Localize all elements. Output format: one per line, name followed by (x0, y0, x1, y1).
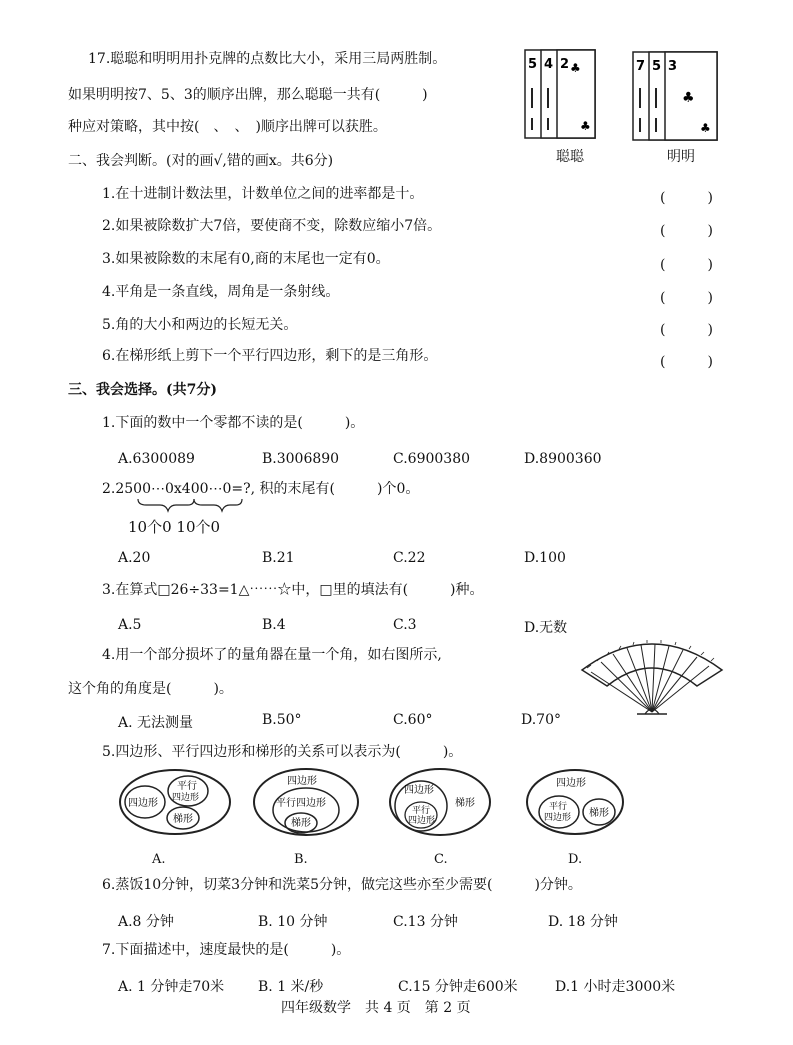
card-right-1: 7 (636, 59, 646, 74)
section3-title: 三、我会选择。(共7分) (68, 382, 217, 398)
q6-option-a[interactable]: A.8 分钟 (118, 914, 174, 930)
judge-answer-5[interactable]: ( ) (660, 322, 713, 338)
svg-text:♣: ♣ (570, 61, 581, 75)
q17-line3: 种应对策略，其中按( 、 、 )顺序出牌可以获胜。 (68, 119, 387, 135)
q6-option-d[interactable]: D. 18 分钟 (548, 914, 618, 930)
q3-option-a[interactable]: A.5 (118, 617, 142, 633)
choice-q6-text: 6.蒸饭10分钟，切菜3分钟和洗菜5分钟，做完这些亦至少需要( )分钟。 (102, 877, 582, 893)
q6-option-b[interactable]: B. 10 分钟 (258, 914, 328, 930)
q3-option-b[interactable]: B.4 (262, 617, 286, 633)
q2-option-b[interactable]: B.21 (262, 550, 295, 566)
card-right-2: 5 (652, 59, 662, 74)
judge-item-4: 4.平角是一条直线，周角是一条射线。 (102, 284, 340, 300)
q7-option-d[interactable]: D.1 小时走3000米 (555, 979, 676, 995)
q7-option-b[interactable]: B. 1 米/秒 (258, 979, 324, 995)
diagram-d-trap: 梯形 (589, 808, 609, 819)
judge-item-6: 6.在梯形纸上剪下一个平行四边形，剩下的是三角形。 (102, 348, 438, 364)
diagram-d (527, 770, 623, 834)
q2-brace-note: 10个0 10个0 (128, 518, 221, 536)
diagram-c-para2: 四边形 (408, 816, 436, 826)
q4-option-b[interactable]: B.50° (262, 712, 302, 728)
q2-option-d[interactable]: D.100 (524, 550, 566, 566)
diagram-c (390, 769, 490, 835)
underbrace-figure (136, 497, 246, 515)
choice-q2-text: 2.2500⋯0x400⋯0=?, 积的末尾有( )个0。 (102, 481, 420, 497)
q5-option-b[interactable]: B. (294, 852, 308, 867)
diagram-a-para1: 平行 (177, 781, 197, 792)
label-congcong: 聪聪 (556, 149, 584, 165)
judge-item-1: 1.在十进制计数法里，计数单位之间的进率都是十。 (102, 186, 424, 202)
choice-q3-text: 3.在算式□26÷33=1△⋯⋯☆中，□里的填法有( )种。 (102, 582, 484, 598)
diagram-a (120, 770, 230, 834)
diagram-b (254, 769, 358, 835)
diagram-c-para1: 平行 (412, 806, 431, 816)
diagram-b-quad: 四边形 (287, 776, 317, 787)
svg-text:♣: ♣ (700, 121, 711, 135)
judge-answer-6[interactable]: ( ) (660, 354, 713, 370)
q17-line2: 如果明明按7、5、3的顺序出牌，那么聪聪一共有( ) (68, 87, 428, 103)
card-left-1: 5 (528, 57, 538, 72)
diagram-d-para1: 平行 (549, 802, 568, 812)
diagram-d-para2: 四边形 (544, 813, 572, 823)
q5-option-a[interactable]: A. (152, 852, 166, 867)
set-diagrams (115, 768, 655, 840)
playing-cards-figure (520, 48, 730, 148)
q4-option-a[interactable]: A. 无法测量 (118, 715, 194, 731)
q17-line1: 17.聪聪和明明用扑克牌的点数比大小，采用三局两胜制。 (88, 51, 447, 67)
choice-q1-text: 1.下面的数中一个零都不读的是( )。 (102, 415, 365, 431)
q1-option-d[interactable]: D.8900360 (524, 451, 602, 467)
svg-text:♣: ♣ (580, 119, 591, 133)
q3-option-d[interactable]: D.无数 (524, 620, 568, 636)
diagram-c-quad: 四边形 (404, 785, 434, 796)
diagram-a-para2: 四边形 (172, 793, 200, 803)
judge-answer-1[interactable]: ( ) (660, 190, 713, 206)
diagram-d-quad: 四边形 (556, 778, 586, 789)
choice-q4-line1: 4.用一个部分损坏了的量角器在量一个角，如右图所示, (102, 647, 442, 663)
q1-option-b[interactable]: B.3006890 (262, 451, 340, 467)
q7-option-a[interactable]: A. 1 分钟走70米 (118, 979, 225, 995)
judge-item-5: 5.角的大小和两边的长短无关。 (102, 317, 298, 333)
q2-option-c[interactable]: C.22 (393, 550, 426, 566)
card-left-3: 2 (560, 57, 570, 72)
q1-option-c[interactable]: C.6900380 (393, 451, 471, 467)
svg-text:♣: ♣ (682, 90, 695, 106)
diagram-b-para: 平行四边形 (276, 798, 326, 809)
q1-option-a[interactable]: A.6300089 (118, 451, 195, 467)
q5-option-c[interactable]: C. (434, 852, 448, 867)
congcong-cards (525, 50, 595, 138)
q3-option-c[interactable]: C.3 (393, 617, 417, 633)
broken-protractor-figure (577, 628, 727, 720)
judge-item-2: 2.如果被除数扩大7倍，要使商不变，除数应缩小7倍。 (102, 218, 442, 234)
judge-answer-2[interactable]: ( ) (660, 223, 713, 239)
judge-item-3: 3.如果被除数的末尾有0,商的末尾也一定有0。 (102, 251, 390, 267)
diagram-a-trap: 梯形 (173, 814, 193, 825)
q2-option-a[interactable]: A.20 (118, 550, 151, 566)
mingming-cards (633, 52, 717, 140)
q6-option-c[interactable]: C.13 分钟 (393, 914, 458, 930)
section2-title: 二、我会判断。(对的画√,错的画x。共6分) (68, 153, 334, 169)
judge-answer-3[interactable]: ( ) (660, 257, 713, 273)
diagram-c-trap: 梯形 (455, 798, 475, 809)
q7-option-c[interactable]: C.15 分钟走600米 (398, 979, 518, 995)
card-right-3: 3 (668, 59, 678, 74)
label-mingming: 明明 (667, 149, 695, 165)
choice-q4-line2: 这个角的角度是( )。 (68, 681, 233, 697)
q5-option-d[interactable]: D. (568, 852, 583, 867)
diagram-a-quad: 四边形 (128, 798, 158, 809)
choice-q7-text: 7.下面描述中，速度最快的是( )。 (102, 942, 351, 958)
diagram-b-trap: 梯形 (291, 818, 311, 829)
q4-option-d[interactable]: D.70° (521, 712, 561, 728)
judge-answer-4[interactable]: ( ) (660, 290, 713, 306)
page-footer: 四年级数学 共 4 页 第 2 页 (281, 1000, 471, 1016)
choice-q5-text: 5.四边形、平行四边形和梯形的关系可以表示为( )。 (102, 744, 463, 760)
card-left-2: 4 (544, 57, 554, 72)
q4-option-c[interactable]: C.60° (393, 712, 433, 728)
